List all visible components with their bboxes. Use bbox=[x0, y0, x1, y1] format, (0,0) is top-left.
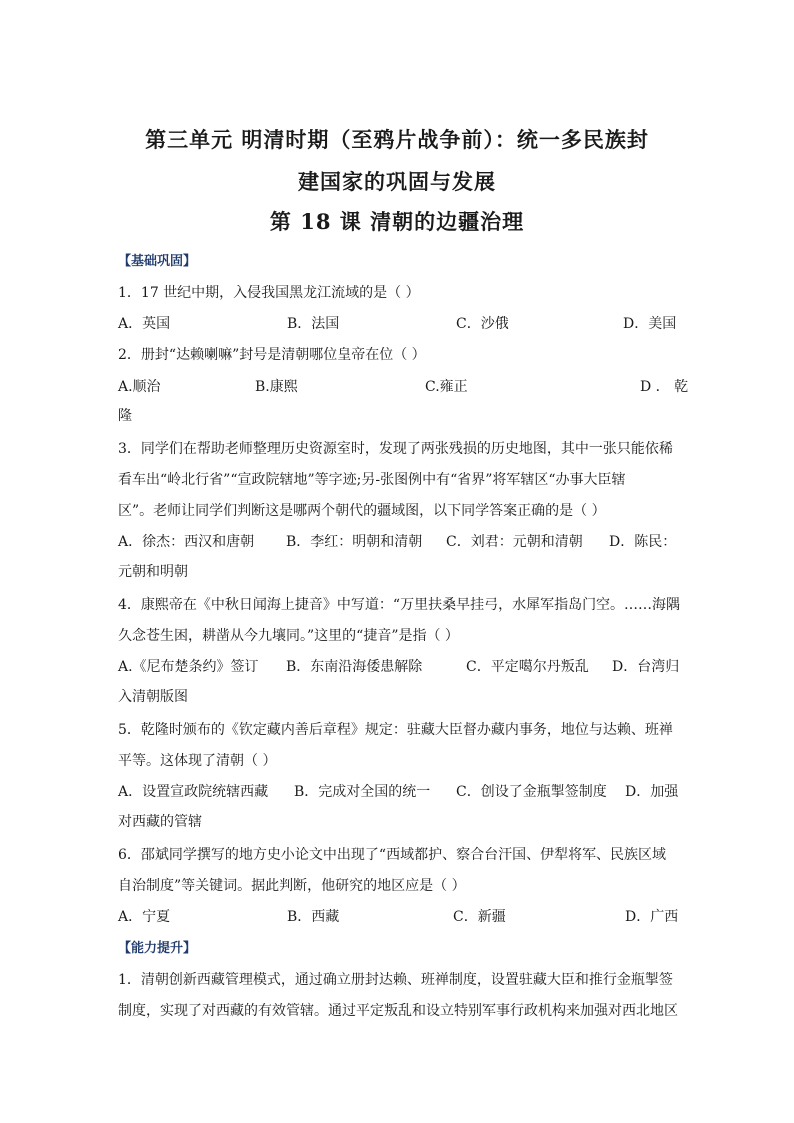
question-5-option-b: B．完成对全国的统一 bbox=[294, 784, 431, 800]
unit-title-line1: 第三单元 明清时期（至鸦片战争前）：统一多民族封 bbox=[145, 127, 649, 152]
question-1-option-c: C．沙俄 bbox=[456, 316, 509, 332]
question-1-stem: 1．17 世纪中期，入侵我国黑龙江流域的是（ ） bbox=[118, 285, 420, 301]
question-5-line2: 平等。这体现了清朝（ ） bbox=[118, 753, 277, 769]
question-5-option-c: C．创设了金瓶掣签制度 bbox=[456, 784, 607, 800]
question-3-option-b: B．李红：明朝和清朝 bbox=[286, 534, 423, 550]
question-5-option-d: D．加强 bbox=[625, 784, 679, 800]
question-3-line3: 区”。老师让同学们判断这是哪两个朝代的疆域图，以下同学答案正确的是（ ） bbox=[118, 503, 606, 519]
question-4-option-a: A.《尼布楚条约》签订 bbox=[118, 659, 259, 675]
question-2-option-b: B.康熙 bbox=[255, 379, 298, 395]
question-5-line1: 5．乾隆时颁布的《钦定藏内善后章程》规定：驻藏大臣督办藏内事务，地位与达赖、班禅 bbox=[118, 722, 673, 738]
question-2-option-d: D ． 乾 bbox=[640, 379, 689, 395]
lesson-title: 第 18 课 清朝的边疆治理 bbox=[269, 209, 525, 234]
question-4-line1: 4．康熙帝在《中秋日闻海上捷音》中写道：“万里扶桑早挂弓，水犀军指岛门空。……海隅 bbox=[118, 597, 681, 613]
question-3-option-d-continued: 元朝和明朝 bbox=[118, 564, 188, 580]
question-2-stem: 2．册封“达赖喇嘛”封号是清朝哪位皇帝在位（ ） bbox=[118, 347, 426, 363]
question-2-option-d-continued: 隆 bbox=[118, 408, 132, 424]
question-4-option-c: C．平定噶尔丹叛乱 bbox=[466, 659, 589, 675]
question-6-line2: 自治制度”等关键词。据此判断，他研究的地区应是（ ） bbox=[118, 878, 466, 894]
unit-title-line2: 建国家的巩固与发展 bbox=[298, 169, 496, 194]
advanced-question-1-line1: 1．清朝创新西藏管理模式，通过确立册封达赖、班禅制度，设置驻藏大臣和推行金瓶掣签 bbox=[118, 972, 673, 988]
question-4-option-b: B．东南沿海倭患解除 bbox=[286, 659, 423, 675]
question-1-option-b: B．法国 bbox=[287, 316, 340, 332]
question-4-option-d-continued: 入清朝版图 bbox=[118, 689, 188, 705]
question-2-option-c: C.雍正 bbox=[425, 379, 468, 395]
question-6-option-a: A．宁夏 bbox=[118, 909, 171, 925]
question-1-option-d: D．美国 bbox=[623, 316, 677, 332]
section-advanced: 【能力提升】 bbox=[118, 941, 197, 956]
question-3-line2: 看车出“岭北行省”“宣政院辖地”等字迹;另-张图例中有“省界”将军辖区“办事大臣辖 bbox=[118, 472, 626, 488]
question-5-option-d-continued: 对西藏的管辖 bbox=[118, 814, 202, 830]
question-2-option-a: A.顺治 bbox=[118, 379, 161, 395]
advanced-question-1-line2: 制度，实现了对西藏的有效管辖。通过平定叛乱和设立特别军事行政机构来加强对西北地区 bbox=[118, 1003, 678, 1019]
section-basic: 【基础巩固】 bbox=[118, 254, 197, 269]
question-4-option-d: D．台湾归 bbox=[612, 659, 680, 675]
question-3-option-a: A．徐杰：西汉和唐朝 bbox=[118, 534, 255, 550]
question-3-line1: 3．同学们在帮助老师整理历史资源室时，发现了两张残损的历史地图，其中一张只能依稀 bbox=[118, 441, 673, 457]
question-3-option-d: D．陈民： bbox=[609, 534, 677, 550]
question-6-line1: 6．邵斌同学撰写的地方史小论文中出现了“西域都护、察合台汗国、伊犁将军、民族区域 bbox=[118, 847, 667, 863]
question-4-line2: 久念苍生困，耕凿从今九壤同。”这里的“捷音”是指（ ） bbox=[118, 628, 459, 644]
question-6-option-d: D．广西 bbox=[625, 909, 679, 925]
question-5-option-a: A．设置宣政院统辖西藏 bbox=[118, 784, 269, 800]
question-1-option-a: A．英国 bbox=[118, 316, 171, 332]
question-6-option-b: B．西藏 bbox=[287, 909, 340, 925]
question-3-option-c: C．刘君：元朝和清朝 bbox=[446, 534, 583, 550]
question-6-option-c: C．新疆 bbox=[453, 909, 506, 925]
